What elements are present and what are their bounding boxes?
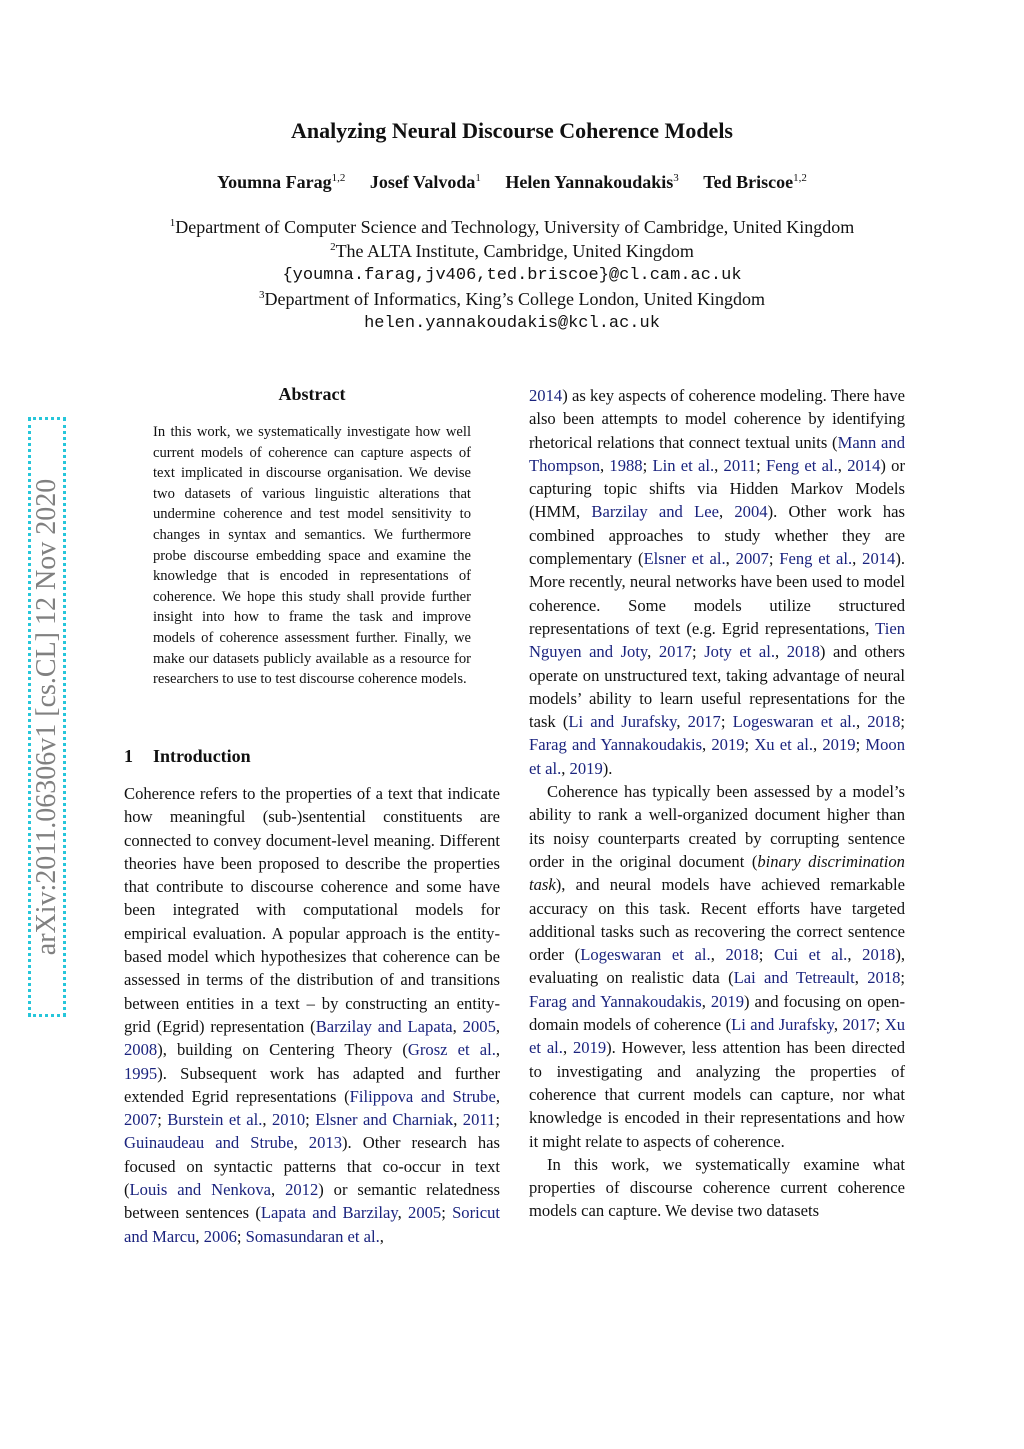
text-run: ; (157, 1110, 168, 1130)
text-run: ; (758, 945, 774, 965)
text-run: ; (768, 549, 780, 569)
citation-link[interactable]: Joty et al. (704, 642, 776, 662)
text-run: , (452, 1016, 463, 1036)
affil-text: Department of Computer Science and Technology, University of Cambridge, United Kingdom (175, 217, 855, 237)
author (703, 172, 807, 192)
text-run: , (725, 549, 736, 569)
citation-link[interactable]: 2019 (822, 735, 856, 755)
text-run: ), evaluating on realistic data ( (529, 945, 906, 988)
text-run: , (379, 1226, 384, 1246)
citation-link[interactable]: Filippova and Strube (349, 1086, 496, 1106)
text-run: , (854, 968, 868, 988)
text-run: , (495, 1086, 500, 1106)
citation-link[interactable]: 2019 (710, 991, 745, 1011)
citation-link[interactable]: Xu et al. (529, 1015, 905, 1058)
citation-link[interactable]: 2007 (124, 1110, 158, 1130)
citation-link[interactable]: 2007 (735, 549, 769, 569)
citation-link[interactable]: Grosz et al. (407, 1040, 496, 1060)
text-run: ; (900, 968, 906, 988)
text-run: , (262, 1110, 272, 1130)
citation-link[interactable]: Farag and Yannakoudakis (529, 735, 703, 755)
text-run: , (271, 1180, 286, 1200)
text-run: ). Other work has combined approaches to study whether they are complementary ( (529, 502, 905, 569)
citation-link[interactable]: Logeswaran et al. (732, 712, 856, 732)
abstract-text: In this work, we systematically investigate how well current models of coherence can capture aspects of text implicated in discourse organisation. We devise two datasets of various linguistic alterations that undermine coherence and test model sensitivity to changes in syntax and semantics. We furthermore probe discourse embedding space and examine the knowledge that is encoded in representations of coherence. We hope this study shall provide further insight into how to frame the task and improve models of coherence assessment further. Finally, we make our datasets publicly available as a resource for researchers to use to test discourse coherence models. (153, 424, 471, 688)
arxiv-identifier: arXiv:2011.06306v1 [cs.CL] 12 Nov 2020 (28, 417, 66, 1017)
text-run: ) or semantic relatedness between sentences ( (124, 1180, 500, 1223)
text-run: ; (642, 455, 653, 475)
text-run: ). However, less attention has been directed to investigating and analyzing the properties of coherence that current models can capture, nor what knowledge is encoded in their representations and how it might relate to aspects of coherence. (529, 1038, 906, 1151)
paragraph (529, 780, 905, 1153)
author-list (0, 172, 1024, 193)
text-run: ). More recently, neural networks have been used to model coherence. Some models utilize structured representations of text (e.g. Egrid representations, (529, 549, 906, 638)
text-run: , (676, 712, 688, 732)
affil-sup: 3 (259, 289, 265, 301)
text-run: , (701, 991, 711, 1011)
citation-link[interactable]: 2018 (725, 945, 759, 965)
citation-link[interactable]: 2014 (847, 455, 881, 475)
affiliation-3 (0, 289, 1024, 310)
paragraph (124, 782, 500, 1248)
citation-link[interactable]: Louis and Nenkova (129, 1180, 271, 1200)
citation-link[interactable]: Somasundaran et al. (245, 1226, 380, 1246)
author-affil-sup: 1 (475, 172, 481, 184)
email-line-1: {youmna.farag,jv406,ted.briscoe}@cl.cam.ac.uk (282, 266, 742, 285)
citation-link[interactable]: Lin et al. (652, 455, 715, 475)
text-run: ; (855, 735, 866, 755)
text-run: , (453, 1110, 463, 1130)
citation-link[interactable]: Barzilay and Lapata (315, 1016, 453, 1036)
citation-link[interactable]: 2019 (711, 735, 745, 755)
citation-link[interactable]: Lapata and Barzilay (260, 1203, 398, 1223)
text-run: ; (441, 1203, 453, 1223)
author-name: Josef Valvoda (369, 172, 476, 192)
text-run: ; (236, 1226, 246, 1246)
text-run: , (600, 455, 610, 475)
citation-link[interactable]: 2008 (124, 1040, 158, 1060)
author-name: Ted Briscoe (703, 172, 794, 192)
citation-link[interactable]: 2006 (203, 1226, 237, 1246)
text-run: , (647, 642, 659, 662)
text-run: Coherence refers to the properties of a text that indicate how meaningful (sub-)sentential constituents are connected to convey document-level meaning. Different theories have been proposed to describe the properties that contribute to discourse coherence and some have been integrated with computational models for empirical evaluation. A popular approach is the entity-based model which hypothesizes that coherence can be assessed in terms of the distribution of and transitions between entities in a text – by constructing an entity-grid (Egrid) representation ( (124, 784, 500, 1036)
citation-link[interactable]: Elsner and Charniak (315, 1110, 454, 1130)
author-name: Helen Yannakoudakis (505, 172, 674, 192)
text-run: ) and focusing on open-domain models of coherence ( (529, 991, 905, 1035)
citation-link[interactable]: 2017 (658, 642, 693, 662)
text-run: , (837, 455, 848, 475)
emphasis-text: binary discrimination task (529, 851, 905, 895)
citation-link[interactable]: 2014 (862, 549, 896, 569)
citation-link[interactable]: Soricut and Marcu (124, 1203, 501, 1246)
citation-link[interactable]: Li and Jurafsky (731, 1015, 834, 1035)
citation-link[interactable]: Moon et al. (529, 735, 905, 778)
text-run: , (714, 455, 724, 475)
text-run: ), building on Centering Theory ( (157, 1040, 408, 1060)
text-run: ) or capturing topic shifts via Hidden Markov Models (HMM, (529, 455, 905, 522)
affiliation-1 (0, 217, 1024, 238)
text-run: , (195, 1226, 204, 1246)
text-run: ; (744, 735, 755, 755)
paper-title: Analyzing Neural Discourse Coherence Models (291, 118, 733, 143)
author (217, 172, 345, 192)
left-column-body (124, 782, 500, 1248)
section-heading (124, 746, 251, 767)
text-run: , (293, 1133, 309, 1153)
citation-link[interactable]: Elsner et al. (643, 549, 726, 569)
citation-link[interactable]: Mann and Thompson (529, 432, 905, 475)
text-run: ; (875, 1015, 885, 1035)
text-run: , (855, 712, 868, 732)
citation-link[interactable]: Barzilay and Lee (591, 502, 719, 522)
text-run: ). (602, 758, 613, 778)
citation-link[interactable]: 2004 (734, 502, 768, 522)
citation-link[interactable]: Tien Nguyen and Joty (529, 618, 905, 662)
citation-link[interactable]: 2011 (723, 455, 757, 475)
text-run: , (718, 502, 735, 522)
text-run: , (833, 1015, 843, 1035)
abstract-heading: Abstract (278, 384, 346, 404)
author (505, 172, 678, 192)
citation-link[interactable]: 2014 (529, 386, 563, 405)
citation-link[interactable]: Feng et al. (779, 549, 853, 569)
text-run: , (397, 1203, 409, 1223)
citation-link[interactable]: Cui et al. (773, 945, 848, 965)
citation-link[interactable]: 1988 (609, 455, 643, 475)
text-run: , (562, 1038, 573, 1058)
text-run: , (710, 945, 726, 965)
text-run: ; (756, 455, 766, 475)
author-affil-sup: 1,2 (331, 172, 346, 184)
paragraph (529, 384, 905, 780)
paragraph: In this work, we systematically examine what properties of discourse coherence current coherence models can capture. We devise two datasets (529, 1154, 905, 1221)
section-title: Introduction (153, 746, 251, 766)
text-run: , (561, 758, 570, 778)
text-run: ; (720, 712, 733, 732)
citation-link[interactable]: 2013 (308, 1133, 342, 1153)
citation-link[interactable]: 1995 (124, 1063, 158, 1083)
citation-link[interactable]: Xu et al. (754, 735, 814, 755)
section-number: 1 (124, 746, 133, 766)
citation-link[interactable]: 2018 (867, 712, 901, 732)
text-run: ). Subsequent work has adapted and further extended Egrid representations ( (124, 1063, 500, 1106)
text-run: ; (495, 1110, 500, 1130)
citation-link[interactable]: 2018 (862, 945, 896, 965)
text-run: , (495, 1016, 501, 1036)
citation-link[interactable]: 2019 (572, 1038, 607, 1058)
text-run: ), and neural models have achieved remarkable accuracy on this task. Recent efforts have targeted additional tasks such as recovering the correct sentence order ( (529, 875, 905, 965)
citation-link[interactable]: 2005 (462, 1016, 496, 1036)
affil-sup: 2 (330, 241, 336, 253)
citation-link[interactable]: 2018 (786, 642, 820, 662)
citation-link[interactable]: Li and Jurafsky (568, 712, 677, 732)
email-line-2: helen.yannakoudakis@kcl.ac.uk (364, 314, 660, 333)
text-run: ). Other research has focused on syntactic patterns that co-occur in text ( (124, 1133, 500, 1200)
text-run: , (847, 945, 863, 965)
text-run: , (495, 1040, 501, 1060)
author-name: Youmna Farag (217, 172, 332, 192)
citation-link[interactable]: 2010 (271, 1110, 306, 1130)
citation-link[interactable]: Guinaudeau and Strube (124, 1133, 294, 1153)
text-run: Coherence has typically been assessed by a model’s ability to rank a well-organized document higher than its noisy counterparts created by corrupting sentence order in the original document ( (529, 782, 905, 871)
citation-link[interactable]: 2017 (687, 712, 721, 732)
text-run: ; (305, 1110, 316, 1130)
text-run: ) as key aspects of coherence modeling. There have also been attempts to model coherence by identifying rhetorical relations that connect textual units ( (529, 386, 905, 452)
citation-link[interactable]: Burstein et al. (167, 1110, 263, 1130)
author (370, 172, 481, 192)
citation-link[interactable]: 2011 (462, 1110, 496, 1130)
affiliation-2 (0, 241, 1024, 262)
text-run: , (852, 549, 863, 569)
affil-sup: 1 (169, 217, 176, 229)
citation-link[interactable]: 2019 (569, 758, 603, 778)
citation-link[interactable]: Feng et al. (765, 455, 838, 475)
text-run: , (813, 735, 823, 755)
right-column-body (529, 384, 905, 1223)
text-run: ) and others operate on unstructured text, taking advantage of neural models’ ability to learn useful representations for the task ( (529, 642, 906, 732)
citation-link[interactable]: 2017 (842, 1015, 876, 1035)
citation-link[interactable]: Lai and Tetreault (733, 968, 855, 988)
citation-link[interactable]: 2018 (867, 968, 901, 988)
citation-link[interactable]: 2012 (285, 1180, 319, 1200)
affil-text: The ALTA Institute, Cambridge, United Kingdom (335, 241, 694, 261)
text-run: , (702, 735, 712, 755)
affil-text: Department of Informatics, King’s College London, United Kingdom (264, 289, 765, 309)
text-run: ; (692, 642, 705, 662)
text-run: , (775, 642, 787, 662)
citation-link[interactable]: 2005 (408, 1203, 442, 1223)
author-affil-sup: 3 (673, 172, 679, 184)
text-run: ; (900, 712, 906, 732)
citation-link[interactable]: Farag and Yannakoudakis (529, 991, 702, 1011)
author-affil-sup: 1,2 (793, 172, 807, 184)
citation-link[interactable]: Logeswaran et al. (580, 945, 711, 965)
